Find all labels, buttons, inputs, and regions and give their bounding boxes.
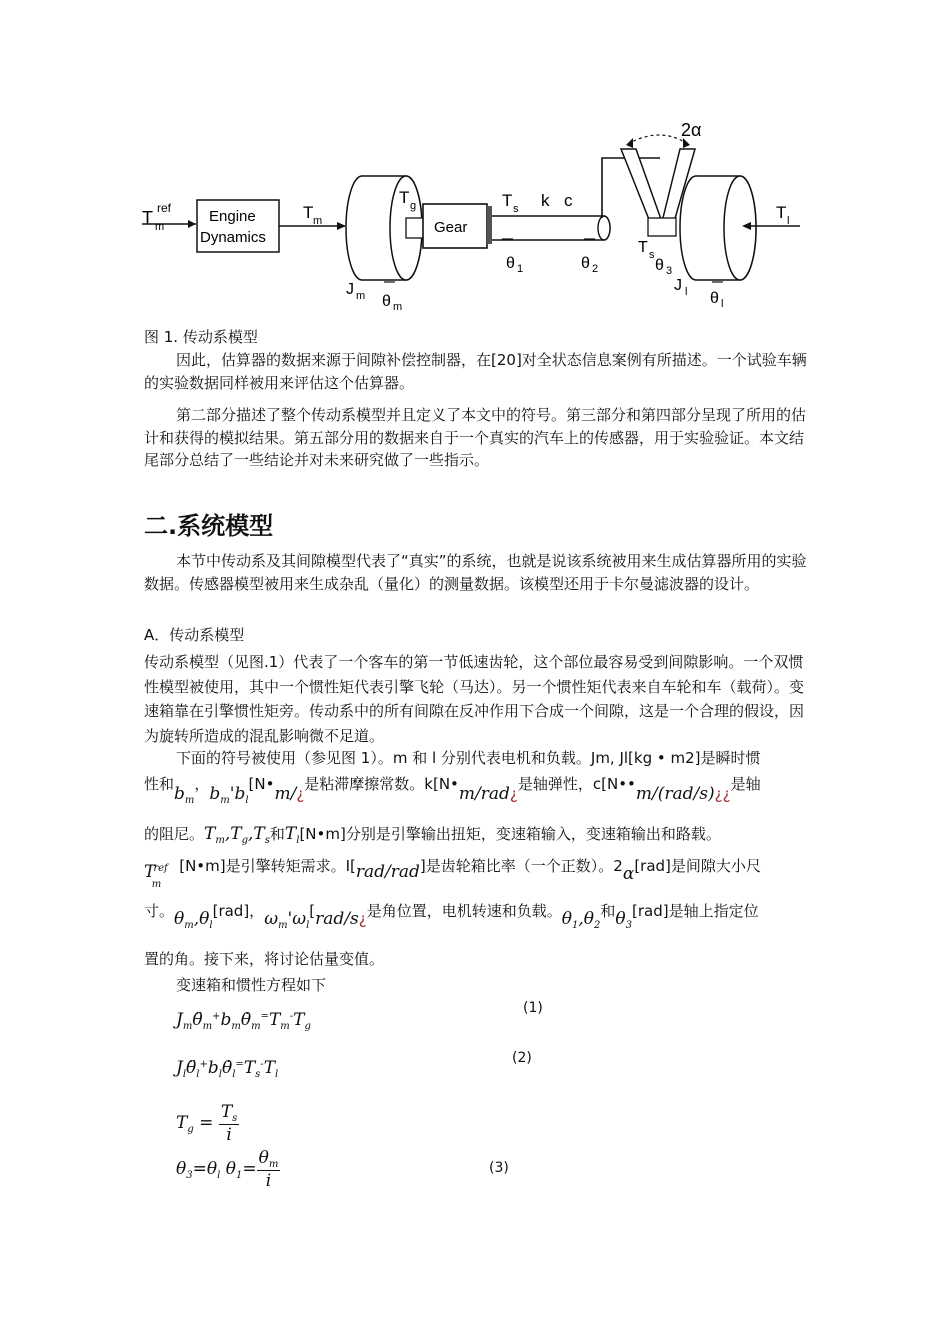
theta3-sub: 3 xyxy=(666,265,673,277)
arc-left-arrow-icon xyxy=(626,138,633,148)
equation-3: $\theta_3=\theta_l$ $\theta_1=$ $\frac{\theta_m}{i}$ xyxy=(176,1148,279,1191)
equation-2: $J_l\thetä_l^+b_l\thetȧ_l^=T_s^-T_l$ xyxy=(176,1058,279,1080)
ts2-sub: s xyxy=(649,249,655,261)
ts2-label: T xyxy=(638,239,648,256)
tmref-sub: m xyxy=(155,221,165,233)
main-shaft xyxy=(492,216,610,240)
tmref-sup: ref xyxy=(157,201,172,215)
equations-intro: 变速箱和惯性方程如下 xyxy=(176,976,327,994)
gear-hatch xyxy=(487,206,492,244)
paragraph-5-line-6: 置的角。接下来，将讨论估量变值。 xyxy=(144,950,385,968)
tm-label: T xyxy=(303,203,314,222)
tg-label: T xyxy=(399,188,410,207)
equation-3-number: (3) xyxy=(489,1160,509,1176)
thetam-label: θ xyxy=(382,293,391,310)
jl-sub: l xyxy=(685,286,688,298)
ts-sub: s xyxy=(513,203,519,215)
load-wheel-front xyxy=(724,176,756,280)
theta3-label: θ xyxy=(655,257,664,274)
tm-arrow-icon xyxy=(337,222,346,230)
thetal-label: θ xyxy=(710,290,719,307)
shaft-end xyxy=(598,216,610,240)
thetal-sub: l xyxy=(721,298,724,310)
paragraph-2: 第二部分描述了整个传动系模型并且定义了本文中的符号。第三部分和第四部分呈现了所用的估计和获得的模拟结果。第五部分用的数据来自于一个真实的汽车上的传感器，用于实验验证。本文结尾部分总结了一些结论并对未来研究做了一些指示。 xyxy=(144,406,807,469)
equation-1-number: (1) xyxy=(523,1000,543,1016)
tl-label: T xyxy=(776,203,787,222)
gear-label: Gear xyxy=(434,219,468,236)
subsection-title: A．传动系模型 xyxy=(144,626,245,644)
equation-2-number: (2) xyxy=(512,1050,532,1066)
tmref-label: T xyxy=(142,208,153,228)
theta1-sub: 1 xyxy=(517,263,524,275)
theta1-label: θ xyxy=(506,255,515,272)
equation-gear-torque: $T_g$ = $\frac{T_s}{i}$ xyxy=(176,1102,238,1145)
engine-label: Engine xyxy=(209,208,256,225)
backlash-arc xyxy=(628,135,688,144)
jl-label: J xyxy=(674,277,682,294)
c-label: c xyxy=(564,191,573,210)
paragraph-5-line-3: 的阻尼。$T_m,T_g,T_s$和$T_l[N•m]$分别是引擎输出扭矩，变速箱输入，变速箱输出和路载。 xyxy=(144,824,721,846)
figure-caption: 图 1. 传动系模型 xyxy=(144,328,258,346)
two-alpha-label: 2α xyxy=(681,120,702,140)
backlash-hub xyxy=(648,218,676,236)
dynamics-label: Dynamics xyxy=(200,229,266,246)
jm-sub: m xyxy=(356,290,366,302)
paragraph-3: 本节中传动系及其间隙模型代表了“真实”的系统，也就是说该系统被用来生成估算器所用的实验数据。传感器模型被用来生成杂乱（量化）的测量数据。该模型还用于卡尔曼滤波器的设计。 xyxy=(144,552,807,593)
paragraph-5-line-2: 性和$b_m$，$b_m'b_l[N•m/¿$是粘滞摩擦常数。k[N•m/rad¿是轴弹性，c[N••m/(rad/s)¿¿是轴 xyxy=(144,775,761,806)
paragraph-5-line-4: $T^{ref}_m[N•m]$是引擎转矩需求。I[rad/rad]是齿轮箱比率（一个正数）。2α[rad]是间隙大小尺 xyxy=(144,857,761,890)
k-label: k xyxy=(541,191,550,210)
equation-1: $J_m\thetä_m^+b_m\thetȧ_m^=T_m^-T_g$ xyxy=(176,1010,311,1032)
tm-sub: m xyxy=(313,215,323,227)
paragraph-1: 因此，估算器的数据来源于间隙补偿控制器，在[20]对全状态信息案例有所描述。一个试验车辆的实验数据同样被用来评估这个估算器。 xyxy=(144,351,807,392)
paragraph-5-line-5: 寸。$\theta_m,\theta_l[rad]$，$\omega_m'\omega_l[rad/s¿$是角位置，电机转速和负载。$\theta_1,\theta_2$和$\theta_3[rad]$是轴上指定位 xyxy=(144,902,759,931)
backlash-arm-left xyxy=(621,149,662,222)
thetam-sub: m xyxy=(393,301,403,313)
ts-label: T xyxy=(502,191,513,210)
tg-sub: g xyxy=(410,200,417,212)
jm-label: J xyxy=(346,281,354,298)
paragraph-5-line-1: 下面的符号被使用（参见图 1）。m 和 l 分别代表电机和负载。Jm, Jl[kg • m2]是瞬时惯 xyxy=(176,749,761,767)
drivetrain-figure xyxy=(140,118,810,318)
paragraph-4: 传动系模型（见图.1）代表了一个客车的第一节低速齿轮，这个部位最容易受到间隙影响。一个双惯性模型被使用，其中一个惯性矩代表引擎飞轮（马达）。另一个惯性矩代表来自车轮和车（载荷）。变速箱靠在引擎惯性矩旁。传动系中的所有间隙在反冲作用下合成一个间隙，这是一个合理的假设，因为旋转所造成的混乱影响微不足道。 xyxy=(144,653,805,745)
tl-sub: l xyxy=(787,215,790,227)
section-title: 二.系统模型 xyxy=(144,512,274,540)
theta2-sub: 2 xyxy=(592,263,599,275)
theta2-label: θ xyxy=(581,255,590,272)
input-arrow-icon xyxy=(188,220,196,228)
